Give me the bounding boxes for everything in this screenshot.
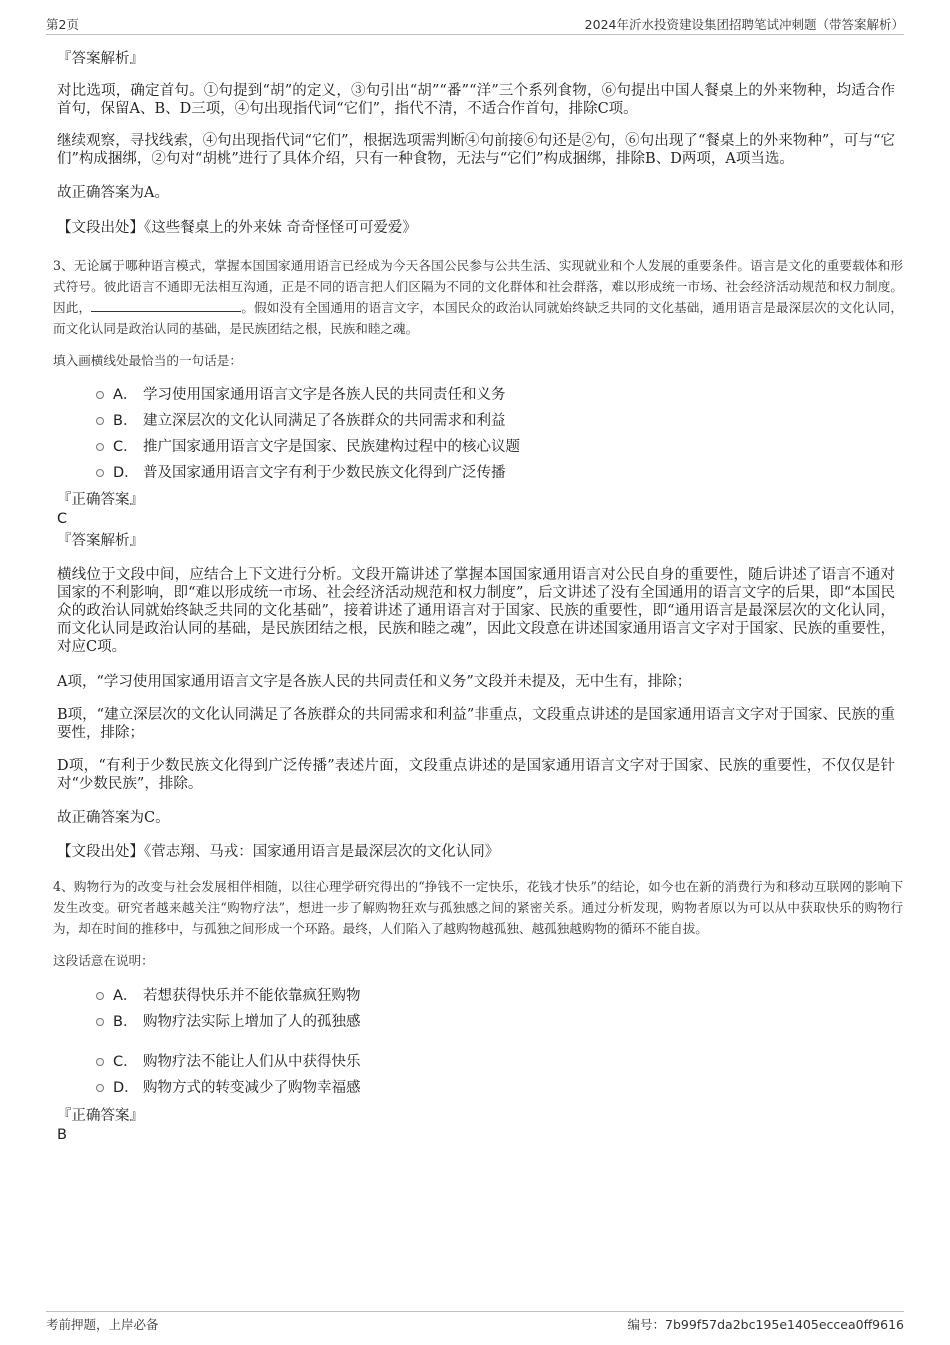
stem-part: 。假如没有全国通用的语言文字，本国民众的政治认同就始终缺乏共同的文化基础，通用语言是最深层次的文化认同，而文化认同是政治认同的基础，是民族团结之根，民族和睦之魂。 [53, 300, 904, 336]
conclusion: 故正确答案为C。 [57, 810, 170, 826]
stem-part: 3、无论属于哪种语言模式，掌握本国国家通用语言已经成为今天各国公民参与公共生活、实现就业和个人发展的重要条件。语言是文化的重要载体和形式符号。彼此语言不通即无法相互沟通，正是不同的语言把人们区隔为不同的文化群体和社会群落，难以形成统一市场、社会经济活动规范和权力制度。因此， [53, 258, 903, 315]
option-key: B． [113, 1014, 138, 1030]
option-key: C． [113, 1054, 138, 1070]
radio-icon[interactable] [96, 443, 104, 451]
option-text: 推广国家通用语言文字是国家、民族建构过程中的核心议题 [143, 439, 520, 455]
header-divider [46, 34, 904, 35]
document-id: 编号：7b99f57da2bc195e1405eccea0ff9616 [627, 1317, 904, 1332]
option-d[interactable] [96, 464, 506, 482]
option-text: 购物疗法实际上增加了人的孤独感 [143, 1014, 361, 1030]
option-text: 普及国家通用语言文字有利于少数民族文化得到广泛传播 [143, 465, 506, 481]
radio-icon[interactable] [96, 992, 104, 1000]
analysis-label: 『答案解析』 [57, 533, 144, 549]
radio-icon[interactable] [96, 417, 104, 425]
option-text: 建立深层次的文化认同满足了各族群众的共同需求和利益 [143, 413, 506, 429]
footer-slogan: 考前押题，上岸必备 [46, 1317, 159, 1332]
correct-answer: C [57, 511, 68, 527]
source-citation: 【文段出处】《这些餐桌上的外来妹 奇奇怪怪可可爱爱》 [57, 220, 417, 236]
radio-icon[interactable] [96, 391, 104, 399]
footer-divider [46, 1311, 904, 1312]
option-text: 若想获得快乐并不能依靠疯狂购物 [143, 988, 361, 1004]
analysis-label: 『答案解析』 [57, 51, 144, 67]
radio-icon[interactable] [96, 469, 104, 477]
analysis-paragraph: D项，“有利于少数民族文化得到广泛传播”表述片面，文段重点讲述的是国家通用语言文字对于国家、民族的重要性，不仅仅是针对“少数民族”，排除。 [57, 758, 895, 792]
analysis-paragraph: 对比选项，确定首句。①句提到“胡”的定义，③句引出“胡”“番”“洋”三个系列食物，⑥句提出中国人餐桌上的外来物种，均适合作首句，保留A、B、D三项，④句出现指代词“它们”，指代不清，不适合作首句，排除C项。 [57, 83, 895, 117]
conclusion: 故正确答案为A。 [57, 185, 169, 201]
option-key: D． [113, 1080, 139, 1096]
radio-icon[interactable] [96, 1058, 104, 1066]
analysis-paragraph: B项，“建立深层次的文化认同满足了各族群众的共同需求和利益”非重点，文段重点讲述的是国家通用语言文字对于国家、民族的重要性，排除； [57, 707, 895, 741]
question-prompt: 填入画横线处最恰当的一句话是： [53, 353, 242, 368]
analysis-paragraph: 继续观察，寻找线索，④句出现指代词“它们”，根据选项需判断④句前接⑥句还是②句，⑥句出现了“餐桌上的外来物种”，可与“它们”构成捆绑，②句对“胡桃”进行了具体介绍，只有一种食物，无法与“它们”构成捆绑，排除B、D两项，A项当选。 [57, 133, 895, 167]
correct-answer: B [57, 1127, 67, 1143]
correct-answer-label: 『正确答案』 [57, 1108, 144, 1124]
radio-icon[interactable] [96, 1084, 104, 1092]
question-prompt: 这段话意在说明： [53, 953, 154, 968]
option-b[interactable] [96, 1013, 361, 1031]
question-stem [53, 255, 903, 339]
fill-blank [91, 297, 241, 312]
source-citation: 【文段出处】《菅志翔、马戎：国家通用语言是最深层次的文化认同》 [57, 844, 500, 860]
option-text: 购物疗法不能让人们从中获得快乐 [143, 1054, 361, 1070]
correct-answer-label: 『正确答案』 [57, 492, 144, 508]
option-text: 学习使用国家通用语言文字是各族人民的共同责任和义务 [143, 387, 506, 403]
option-d[interactable] [96, 1079, 361, 1097]
option-key: A． [113, 387, 138, 403]
option-b[interactable] [96, 412, 506, 430]
analysis-paragraph: 横线位于文段中间，应结合上下文进行分析。文段开篇讲述了掌握本国国家通用语言对公民自身的重要性，随后讲述了语言不通对国家的不利影响，即“难以形成统一市场、社会经济活动规范和权力制度”，后文讲述了没有全国通用的语言文字的后果，即“本国民众的政治认同就始终缺乏共同的文化基础”，接着讲述了通用语言对于国家、民族的重要性，即“通用语言是最深层次的文化认同，而文化认同是政治认同的基础，是民族团结之根，民族和睦之魂”，因此文段意在讲述国家通用语言文字对于国家、民族的重要性，对应C项。 [57, 567, 895, 655]
option-key: A． [113, 988, 138, 1004]
option-key: C． [113, 439, 138, 455]
radio-icon[interactable] [96, 1018, 104, 1026]
document-title: 2024年沂水投资建设集团招聘笔试冲刺题（带答案解析） [584, 17, 904, 32]
page-number: 第2页 [46, 17, 79, 32]
option-c[interactable] [96, 1053, 361, 1071]
option-key: B． [113, 413, 138, 429]
option-c[interactable] [96, 438, 520, 456]
option-a[interactable] [96, 987, 361, 1005]
option-a[interactable] [96, 386, 506, 404]
option-key: D． [113, 465, 139, 481]
analysis-paragraph: A项，“学习使用国家通用语言文字是各族人民的共同责任和义务”文段并未提及，无中生有，排除； [57, 674, 692, 690]
option-text: 购物方式的转变减少了购物幸福感 [143, 1080, 361, 1096]
question-stem: 4、购物行为的改变与社会发展相伴相随，以往心理学研究得出的“挣钱不一定快乐，花钱才快乐”的结论，如今也在新的消费行为和移动互联网的影响下发生改变。研究者越来越关注“购物疗法”，想进一步了解购物狂欢与孤独感之间的紧密关系。通过分析发现，购物者原以为可以从中获取快乐的购物行为，却在时间的推移中，与孤独之间形成一个环路。最终，人们陷入了越购物越孤独、越孤独越购物的循环不能自拔。 [53, 879, 903, 936]
